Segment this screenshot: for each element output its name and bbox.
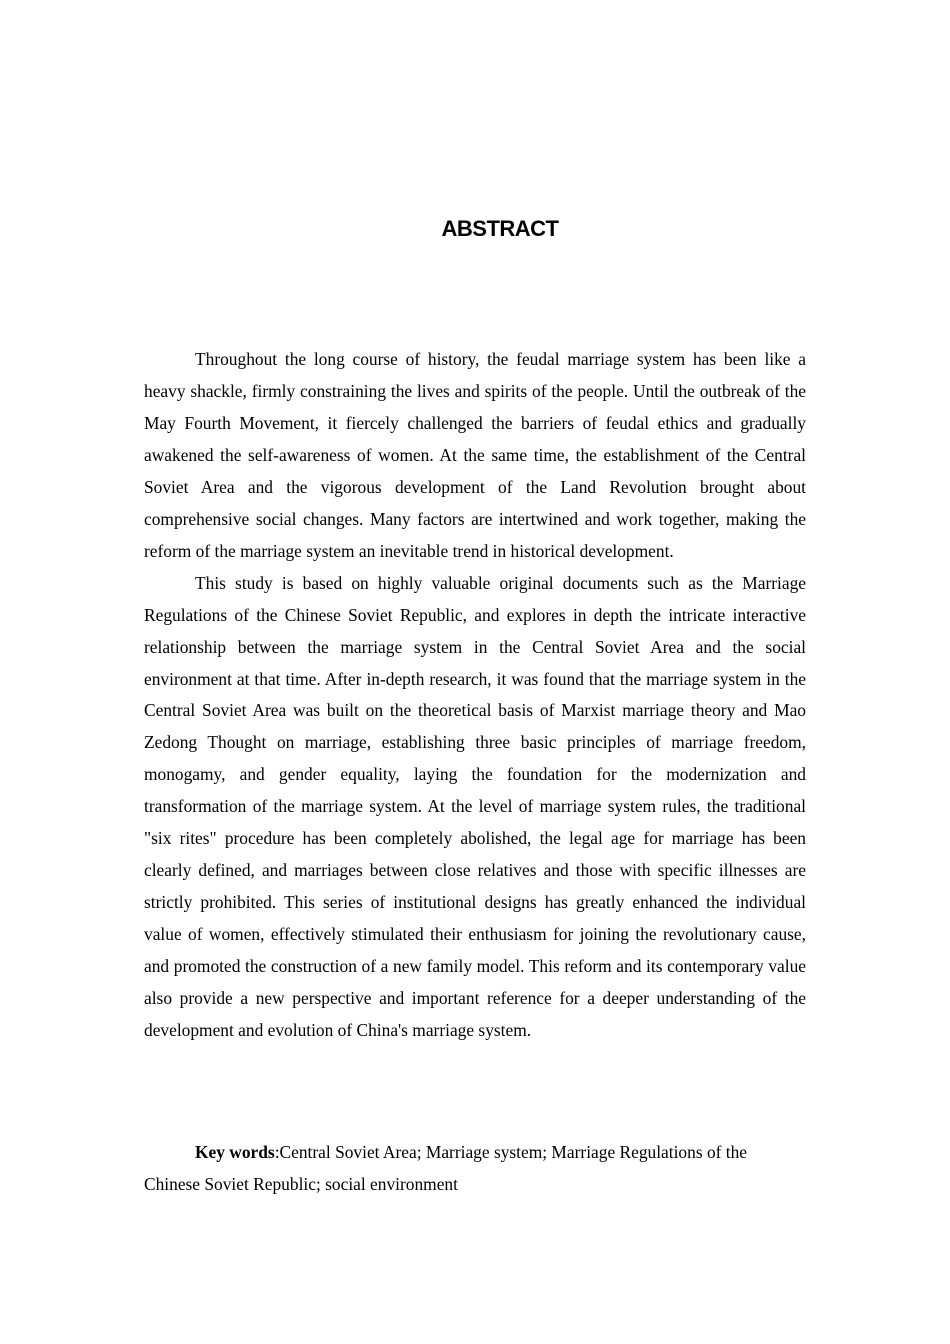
keywords-label: Key words — [195, 1142, 275, 1162]
keywords-text: :Central Soviet Area; Marriage system; Marriage Regulations of the Chinese Soviet Republic; social environment — [144, 1142, 748, 1194]
abstract-title: ABSTRACT — [441, 216, 559, 241]
abstract-paragraph-2: This study is based on highly valuable original documents such as the Marriage Regulations of the Chinese Soviet Republic, and explores in depth the intricate interactive relationship between the marriage system in the Central Soviet Area and the social environment at that time. After in-depth research, it was found that the marriage system in the Central Soviet Area was built on the theoretical basis of Marxist marriage theory and Mao Zedong Thought on marriage, establishing three basic principles of marriage freedom, monogamy, and gender equality, laying the foundation for the modernization and transformation of the marriage system. At the level of marriage system rules, the traditional "six rites" procedure has been completely abolished, the legal age for marriage has been clearly defined, and marriages between close relatives and those with specific illnesses are strictly prohibited. This series of institutional designs has greatly enhanced the individual value of women, effectively stimulated their enthusiasm for joining the revolutionary cause, and promoted the construction of a new family model. This reform and its contemporary value also provide a new perspective and important reference for a deeper understanding of the development and evolution of China's marriage system. — [144, 572, 806, 1041]
abstract-body — [144, 344, 806, 1047]
keywords-line — [144, 1137, 806, 1200]
abstract-paragraph-1: Throughout the long course of history, the feudal marriage system has been like a heavy shackle, firmly constraining the lives and spirits of the people. Until the outbreak of the May Fourth Movement, it fiercely challenged the barriers of feudal ethics and gradually awakened the self-awareness of women. At the same time, the establishment of the Central Soviet Area and the vigorous development of the Land Revolution brought about comprehensive social changes. Many factors are intertwined and work together, making the reform of the marriage system an inevitable trend in historical development. — [144, 349, 806, 561]
